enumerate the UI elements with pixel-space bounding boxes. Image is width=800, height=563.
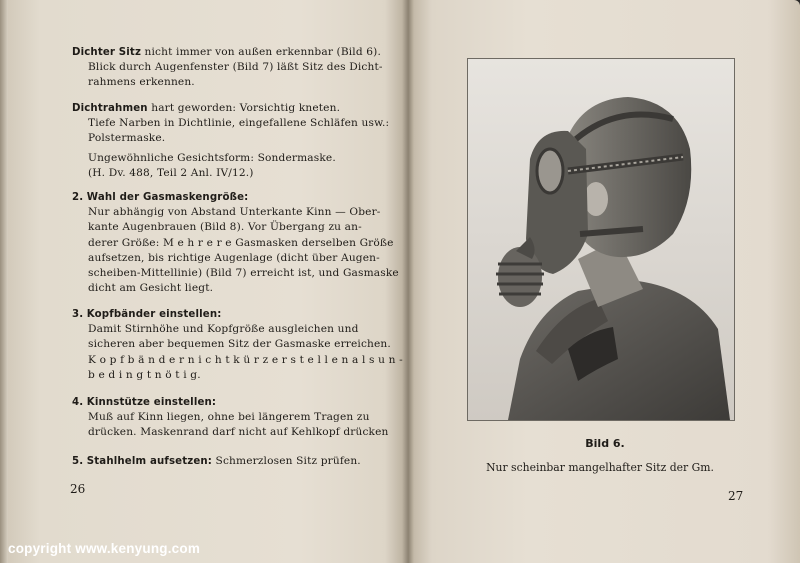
photo-gas-mask-soldier: [467, 58, 735, 421]
section-3: 3. Kopfbänder einstellen: Damit Stirnhöhe und Kopfgröße ausgleichen und sicheren aber bequemen Sitz der Gasmaske erreichen. K o p f b ä n d e r n i c h t k ü r z e r s t e l l e n a l s u n - b e d i n g t n ö t i g.: [72, 309, 403, 381]
photo-illustration: [468, 59, 734, 420]
caption-text: Nur scheinbar mangelhafter Sitz der Gm.: [486, 461, 714, 474]
watermark-text: copyright www.kenyung.com: [8, 541, 201, 556]
page-edge: [0, 0, 8, 563]
section-title: Kopfbänder einstellen:: [86, 309, 222, 320]
section-title: Wahl der Gasmaskengröße:: [86, 192, 249, 203]
paragraph-dichter-sitz: Dichter Sitz nicht immer von außen erkennbar (Bild 6). Blick durch Augenfenster (Bild 7) läßt Sitz des Dicht- rahmens erkennen.: [72, 46, 383, 89]
paragraph-head: Dichter Sitz: [72, 47, 142, 58]
section-2: 2. Wahl der Gasmaskengröße: Nur abhängig von Abstand Unterkante Kinn — Ober- kante Augenbrauen (Bild 8). Vor Übergang zu an- derer Größe: M e h r e r e Gasmasken derselben Größe aufsetzen, bis richtige Augenlage (dicht über Augen- scheiben-Mittellinie) (Bild 7) erreicht ist, und Gasmaske dicht am Gesicht liegt.: [72, 192, 399, 295]
section-5: 5. Stahlhelm aufsetzen: Schmerzlosen Sitz prüfen.: [72, 455, 361, 467]
paragraph-sondermaske: Ungewöhnliche Gesichtsform: Sondermaske. (H. Dv. 488, Teil 2 Anl. IV/12.): [88, 152, 336, 180]
section-4: 4. Kinnstütze einstellen: Muß auf Kinn liegen, ohne bei längerem Tragen zu drücken. Maskenrand darf nicht auf Kehlkopf drücken: [72, 397, 389, 439]
caption-title: Bild 6.: [585, 437, 625, 450]
paragraph-dichtrahmen: Dichtrahmen hart geworden: Vorsichtig kneten. Tiefe Narben in Dichtlinie, eingefallene Schläfen usw.: Polstermaske.: [72, 102, 390, 145]
paragraph-head: Dichtrahmen: [72, 103, 148, 114]
section-title: Stahlhelm aufsetzen:: [86, 456, 213, 467]
page-number-right: 27: [728, 489, 744, 503]
page-number-left: 26: [70, 482, 86, 496]
section-title: Kinnstütze einstellen:: [86, 397, 217, 408]
